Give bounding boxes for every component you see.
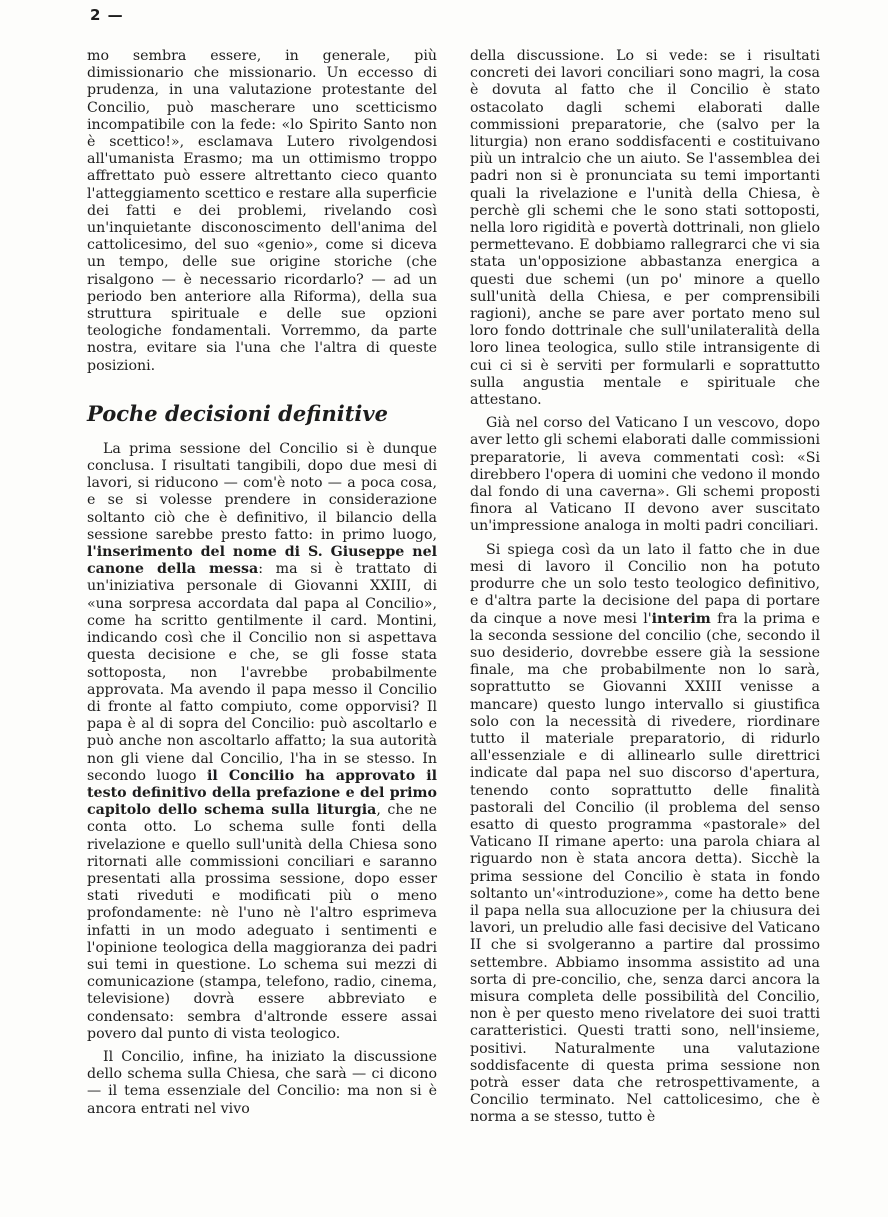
- page-number: 2 —: [90, 6, 124, 24]
- left-column: [87, 48, 437, 1124]
- right-paragraph-2: Già nel corso del Vaticano I un vescovo, dopo aver letto gli schemi elaborati dalle commissioni preparatorie, li aveva commentati così: «Si direbbero l'opera di uomini che vedono il mondo dal fondo di una caverna». Gli schemi proposti finora al Vaticano II devono aver suscitato un'impressione analoga in molti padri conciliari.: [470, 415, 820, 535]
- right-paragraph-3: Si spiega così da un lato il fatto che in due mesi di lavoro il Concilio non ha potuto produrre che un solo testo teologico definitivo, e d'altra parte la decisione del papa di portare da cinque a nove mesi l'interim fra la prima e la seconda sessione del concilio (che, secondo il suo desiderio, dovrebbe essere già la sessione finale, ma che probabilmente non lo sarà, soprattutto se Giovanni XXIII venisse a mancare) questo lungo intervallo si giustifica solo con la necessità di rivedere, riordinare tutto il materiale preparatorio, di ridurlo all'essenziale e di allinearlo sulle direttrici indicate dal papa nel suo discorso d'apertura, tenendo conto soprattutto delle finalità pastorali del Concilio (il problema del senso esatto di questo programma «pastorale» del Vaticano II rimane aperto: una parola chiara al riguardo non è stata ancora detta). Sicchè la prima sessione del Concilio è stata in fondo soltanto un'«introduzione», come ha detto bene il papa nella sua allocuzione per la chiusura dei lavori, un preludio alle fasi decisive del Vaticano II che si svolgeranno a partire dal prossimo settembre. Abbiamo insomma assistito ad una sorta di pre-concilio, che, senza darci ancora la misura completa delle possibilità del Concilio, non è per questo meno rivelatore dei suoi tratti caratteristici. Questi tratti sono, nell'insieme, positivi. Naturalmente una valutazione soddisfacente di questa prima sessione non potrà esser data che retrospettivamente, a Concilio terminato. Nel cattolicesimo, che è norma a se stesso, tutto è: [470, 541, 820, 1126]
- left-paragraph-1: mo sembra essere, in generale, più dimissionario che missionario. Un eccesso di prudenza, in una valutazione protestante del Concilio, può mascherare uno scetticismo incompatibile con la fede: «lo Spirito Santo non è scettico!», esclamava Lutero rivolgendosi all'umanista Erasmo; ma un ottimismo troppo affrettato può essere altrettanto cieco quanto l'atteggiamento scettico e restare alla superficie dei fatti e dei problemi, rivelando così un'inquietante disconoscimento dell'anima del cattolicesimo, del suo «genio», come si diceva un tempo, delle sue origine storiche (che risalgono — è necessario ricordarlo? — ad un periodo ben anteriore alla Riforma), della sua struttura spirituale e delle sue opzioni teologiche fondamentali. Vorremmo, da parte nostra, evitare sia l'una che l'altra di queste posizioni.: [87, 48, 437, 374]
- section-heading: Poche decisioni definitive: [87, 400, 388, 426]
- left-paragraph-2: La prima sessione del Concilio si è dunque conclusa. I risultati tangibili, dopo due mesi di lavori, si riducono — com'è noto — a poca cosa, e se si volesse prendere in considerazione soltanto ciò che è definitivo, il bilancio della sessione sarebbe presto fatto: in primo luogo, l'inserimento del nome di S. Giuseppe nel canone della messa: ma si è trattato di un'iniziativa personale di Giovanni XXIII, di «una sorpresa accordata dal papa al Concilio», come ha scritto gentilmente il card. Montini, indicando così che il Concilio non si aspettava questa decisione e che, se gli fosse stata sottoposta, non l'avrebbe probabilmente approvata. Ma avendo il papa messo il Concilio di fronte al fatto compiuto, come opporvisi? Il papa è al di sopra del Concilio: può ascoltarlo e può anche non ascoltarlo affatto; la sua autorità non gli viene dal Concilio, l'ha in se stesso. In secondo luogo il Concilio ha approvato il testo definitivo della prefazione e del primo capitolo dello schema sulla liturgia, che ne conta otto. Lo schema sulle fonti della rivelazione e quello sull'unità della Chiesa sono ritornati alle commissioni conciliari e saranno presentati alla prossima sessione, dopo esser stati riveduti e modificati più o meno profondamente: nè l'uno nè l'altro esprimeva infatti in un modo adeguato i sentimenti e l'opinione teologica della maggioranza dei padri sui temi in questione. Lo schema sui mezzi di comunicazione (stampa, telefono, radio, cinema, televisione) dovrà essere abbreviato e condensato: sembra d'altronde essere assai povero dal punto di vista teologico.: [87, 440, 437, 1042]
- left-paragraph-3: Il Concilio, infine, ha iniziato la discussione dello schema sulla Chiesa, che sarà — ci dicono — il tema essenziale del Concilio: ma non si è ancora entrati nel vivo: [87, 1048, 437, 1117]
- right-column: [470, 48, 820, 1133]
- bold-phrase: l'inserimento del nome di S. Giuseppe nel canone della messa: [87, 544, 437, 578]
- bold-phrase: il Concilio ha approvato il testo definitivo della prefazione e del primo capitolo dello schema sulla liturgia: [87, 767, 437, 819]
- bold-phrase: interim: [651, 610, 711, 627]
- right-paragraph-1: della discussione. Lo si vede: se i risultati concreti dei lavori conciliari sono magri, la cosa è dovuta al fatto che il Concilio è stato ostacolato dagli schemi elaborati dalle commissioni preparatorie, che (salvo per la liturgia) non erano soddisfacenti e costituivano più un intralcio che un aiuto. Se l'assemblea dei padri non si è pronunciata su temi importanti quali la rivelazione e l'unità della Chiesa, è perchè gli schemi che le sono stati sottoposti, nella loro rigidità e povertà dottrinali, non glielo permettevano. E dobbiamo rallegrarci che vi sia stata un'opposizione abbastanza energica a questi due schemi (un po' minore a quello sull'unità della Chiesa, e per comprensibili ragioni), anche se pare aver portato meno sul loro fondo dottrinale che sull'unilateralità della loro linea teologica, sullo stile intransigente di cui ci si è serviti per formularli e soprattutto sulla angustia mentale e spirituale che attestano.: [470, 48, 820, 409]
